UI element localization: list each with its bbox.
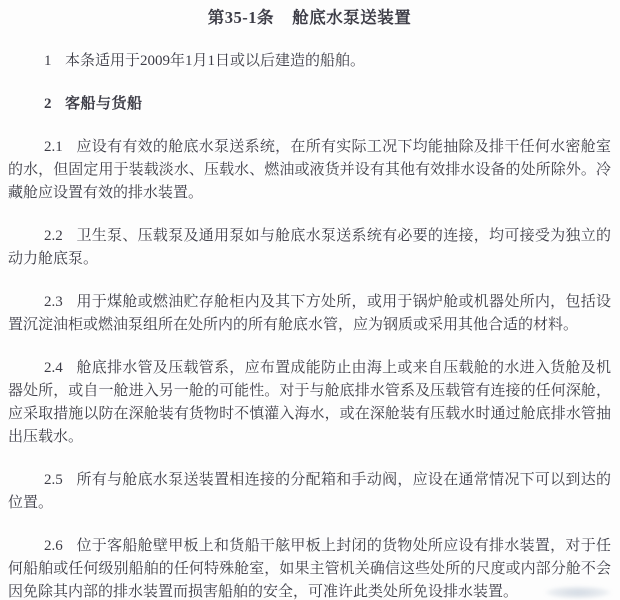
article-number: 第35-1条 <box>207 8 275 27</box>
clause-paragraph-2-5 <box>8 469 611 515</box>
section-heading-2 <box>8 93 611 116</box>
clause-number: 2.6 <box>44 538 63 554</box>
clause-text: 位于客船舱壁甲板上和货船干舷甲板上封闭的货物处所应设有排水装置，对于任何船舶或任何级别船舶的任何特殊舱室，如果主管机关确信这些处所的尺度或内部分舱不会因免除其内部的排水装置而损害船舶的安全，可准许此类处所免设排水装置。 <box>8 538 611 600</box>
page-title <box>8 6 611 29</box>
clause-paragraph-2-4 <box>8 357 611 449</box>
clause-text: 应设有有效的舱底水泵送系统，在所有实际工况下均能抽除及排干任何水密舱室的水，但固定用于装载淡水、压载水、燃油或液货并设有其他有效排水设备的处所除外。冷藏舱应设置有效的排水装置。 <box>8 139 611 201</box>
clause-text: 舱底排水管及压载管系，应布置成能防止由海上或来自压载舱的水进入货舱及机器处所，或自一舱进入另一舱的可能性。对于与舱底排水管系及压载管有连接的任何深舱，应采取措施以防在深舱装有货物时不慎灌入海水，或在深舱装有压载水时通过舱底排水管抽出压载水。 <box>8 360 611 445</box>
clause-text: 本条适用于2009年1月1日或以后建造的船舶。 <box>65 53 366 69</box>
clause-number: 2.1 <box>44 139 63 155</box>
clause-number: 2.3 <box>44 294 63 310</box>
clause-paragraph-2-2 <box>8 225 611 271</box>
clause-text: 卫生泵、压载泵及通用泵如与舱底水泵送系统有必要的连接，均可接受为独立的动力舱底泵。 <box>8 228 611 267</box>
clause-paragraph-2-3 <box>8 291 611 337</box>
clause-text: 用于煤舱或燃油贮存舱柜内及其下方处所，或用于锅炉舱或机器处所内，包括设置沉淀油柜或燃油泵组所在处所内的所有舱底水管，应为钢质或采用其他合适的材料。 <box>8 294 611 333</box>
clause-text: 客船与货船 <box>65 96 143 112</box>
clause-number: 2 <box>44 96 52 112</box>
clause-number: 2.5 <box>44 472 63 488</box>
clause-number: 1 <box>44 53 52 69</box>
clause-number: 2.2 <box>44 228 63 244</box>
clause-paragraph-2-6 <box>8 535 611 600</box>
clause-paragraph-2-1 <box>8 136 611 205</box>
clause-paragraph-1 <box>8 50 611 73</box>
clause-number: 2.4 <box>44 360 63 376</box>
article-name: 舱底水泵送装置 <box>292 8 412 27</box>
clause-text: 所有与舱底水泵送装置相连接的分配箱和手动阀，应设在通常情况下可以到达的位置。 <box>8 472 611 511</box>
